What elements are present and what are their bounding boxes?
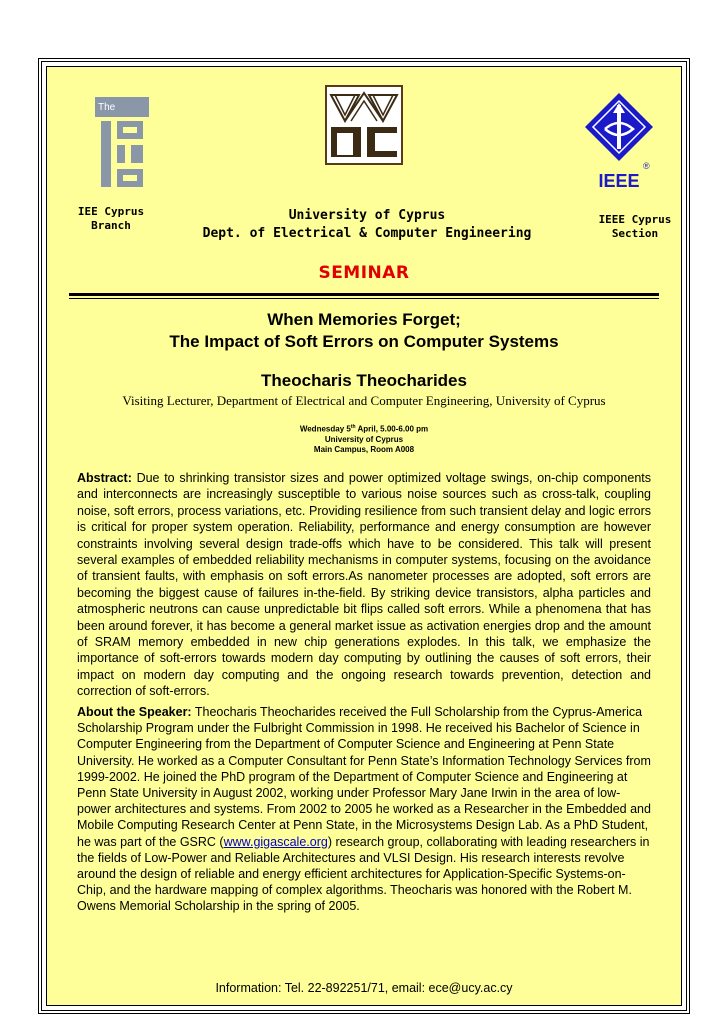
department-name: Dept. of Electrical & Computer Engineering [202,226,532,241]
iee-logo-text: The [98,102,116,113]
about-speaker-label: About the Speaker: [77,705,192,719]
event-room: Main Campus, Room A008 [313,444,415,454]
event-date-suffix: th [350,424,356,430]
university-heading [167,207,567,243]
event-date-time: April, 5.00-6.00 pm [355,424,429,434]
seminar-label: SEMINAR [318,263,410,283]
talk-title [47,309,681,353]
contact-info: Information: Tel. 22-892251/71, email: ece@ucy.ac.cy [215,981,513,995]
event-date-day: Wednesday 5 [299,424,351,434]
gigascale-link[interactable]: www.gigascale.org [223,834,328,849]
ieee-label-line1: IEEE Cyprus [598,213,672,226]
event-date [47,422,681,435]
university-of-cyprus-logo [325,85,403,165]
talk-title-line1: When Memories Forget; [267,310,461,329]
speaker-affiliation: Visiting Lecturer, Department of Electrical and Computer Engineering, University of Cyprus [122,393,606,408]
ieee-logo-text: IEEE [598,171,640,191]
about-speaker-text-2: ) research group, collaborating with leading researchers in the fields of Low-Power and Reliable Architectures and VLSI Design. His research interests revolve around the design of reliable and energy efficient architectures for Application-Specific Systems-on-Chip, and the hardware mapping of complex algorithms. Theocharis was honored with the Robert M. Owens Memorial Scholarship in the spring of 2005. [77,834,650,914]
iee-cyprus-branch-label [69,205,153,233]
about-speaker-text-1: Theocharis Theocharides received the Full Scholarship from the Cyprus-America Scholarship Program under the Fulbright Commission in 1998. He received his Bachelor of Science in Computer Engineering from the Department of Computer Science and Engineering at Penn State University. He worked as a Computer Consultant for Penn State’s Information Technology Services from 1999-2002. He joined the PhD program of the Department of Computer Science and Engineering at Penn State University in August 2002, working under Professor Mary Jane Irwin in the area of low-power architectures and systems. From 2002 to 2005 he worked as a Researcher in the Embedded and Mobile Computing Research Center at Penn State, in the Microsystems Design Lab. As a PhD Student, he was part of the GSRC ( [77,705,651,849]
event-place: University of Cyprus [324,434,404,444]
ieee-logo [583,91,655,191]
iee-label-line1: IEE Cyprus [77,205,145,218]
abstract-paragraph [77,470,651,700]
event-details [47,422,681,455]
poster-body [46,66,682,1006]
talk-title-line2: The Impact of Soft Errors on Computer Systems [169,332,559,351]
about-speaker-paragraph [77,704,651,915]
speaker-name: Theocharis Theocharides [261,371,467,390]
ieee-label-line2: Section [611,227,659,240]
university-name: University of Cyprus [288,208,446,223]
ieee-registered-mark: ® [643,161,650,171]
abstract-text: Due to shrinking transistor sizes and power optimized voltage swings, on-chip components and interconnects are increasingly susceptible to various noise sources such as cross-talk, coupling noise, soft errors, process variations, etc. Providing resilience from such transient delay and logic errors is critical for proper system operation. Reliability, performance and energy consumption are however constraints involving several design trade-offs which have to be considered. This talk will present several examples of embedded reliability mechanisms in computer systems, focusing on the avoidance of transient faults, with emphasis on soft errors.As nanometer processes are adopted, soft errors are becoming the biggest cause of failures in-the-field. By striking device transistors, alpha particles and atmospheric neutrons can cause unpredictable bit flips called soft errors. While a phenomena that has been around forever, it has become a general market issue as activation energies drop and the amount of SRAM memory embedded in new chip generations explodes. In this talk, we emphasize the importance of soft-errors towards modern day computing by outlining the causes of soft errors, their impact on modern day computing and the ongoing research towards prevention, detection and correction of soft-errors. [77,471,651,699]
ieee-cyprus-section-label [589,213,681,241]
divider-thin [69,298,659,299]
iee-logo [95,97,149,189]
abstract-label: Abstract: [77,471,132,485]
divider-thick [69,293,659,296]
poster-frame [38,58,690,1014]
iee-label-line2: Branch [91,219,131,232]
